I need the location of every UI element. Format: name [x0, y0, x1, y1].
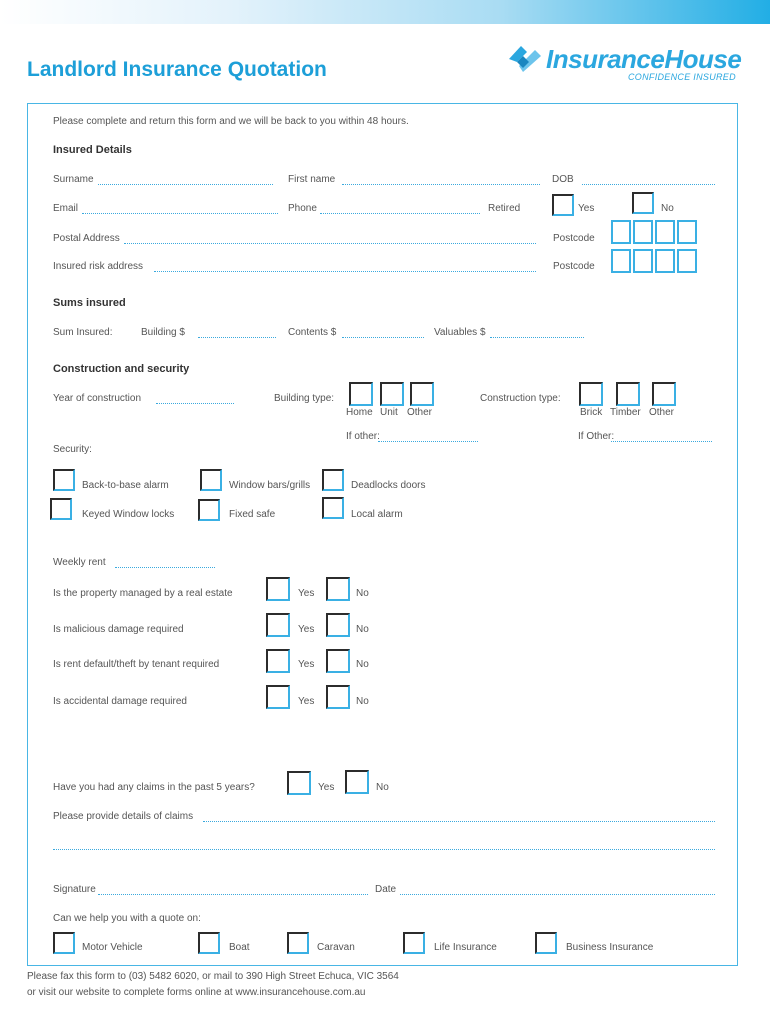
fixed-safe-label: Fixed safe	[229, 509, 276, 520]
malicious-no-label: No	[356, 624, 369, 635]
logo-wordmark: InsuranceHouse	[546, 44, 742, 74]
page-title: Landlord Insurance Quotation	[27, 58, 327, 81]
risk-postcode-digit-2[interactable]	[633, 249, 653, 273]
rent-default-yes-checkbox[interactable]	[266, 649, 290, 673]
sum-insured-label: Sum Insured:	[53, 327, 113, 338]
local-alarm-label: Local alarm	[351, 509, 403, 520]
construction-type-label: Construction type:	[480, 393, 561, 404]
retired-yes-label: Yes	[578, 203, 595, 214]
postcode-digit-4[interactable]	[677, 220, 697, 244]
phone-label: Phone	[288, 203, 317, 214]
risk-postcode-digit-4[interactable]	[677, 249, 697, 273]
claims-details-field-line2[interactable]	[53, 849, 715, 850]
accidental-question: Is accidental damage required	[53, 696, 187, 707]
caravan-label: Caravan	[317, 942, 355, 953]
valuables-field[interactable]	[490, 337, 584, 338]
surname-label: Surname	[53, 174, 94, 185]
malicious-yes-checkbox[interactable]	[266, 613, 290, 637]
postal-address-label: Postal Address	[53, 233, 120, 244]
timber-checkbox[interactable]	[616, 382, 640, 406]
brick-label: Brick	[580, 407, 603, 418]
brick-checkbox[interactable]	[579, 382, 603, 406]
business-insurance-label: Business Insurance	[566, 942, 654, 953]
email-field[interactable]	[82, 213, 278, 214]
managed-no-checkbox[interactable]	[326, 577, 350, 601]
accidental-yes-label: Yes	[298, 696, 315, 707]
accidental-no-label: No	[356, 696, 369, 707]
other-construction-label: Other	[649, 407, 675, 418]
if-other-construction-label: If Other:	[578, 431, 615, 442]
rent-default-question: Is rent default/theft by tenant required	[53, 659, 220, 670]
logo-icon	[505, 42, 545, 76]
postcode-label: Postcode	[553, 233, 595, 244]
life-insurance-checkbox[interactable]	[403, 932, 425, 954]
postcode-digit-1[interactable]	[611, 220, 631, 244]
retired-yes-checkbox[interactable]	[552, 194, 574, 216]
risk-postcode-digit-1[interactable]	[611, 249, 631, 273]
email-label: Email	[53, 203, 79, 214]
footer-line-2: or visit our website to complete forms online at www.insurancehouse.com.au	[27, 987, 366, 998]
retired-no-checkbox[interactable]	[632, 192, 654, 214]
keyed-window-checkbox[interactable]	[50, 498, 72, 520]
phone-field[interactable]	[320, 213, 480, 214]
year-construction-label: Year of construction	[53, 393, 142, 404]
postcode-digit-2[interactable]	[633, 220, 653, 244]
signature-label: Signature	[53, 884, 96, 895]
managed-yes-checkbox[interactable]	[266, 577, 290, 601]
weekly-rent-field[interactable]	[115, 567, 215, 568]
unit-label: Unit	[380, 407, 398, 418]
date-field[interactable]	[400, 894, 715, 895]
sums-insured-heading: Sums insured	[53, 297, 126, 309]
risk-postcode-label: Postcode	[553, 261, 595, 272]
top-gradient-bar	[0, 0, 770, 24]
malicious-yes-label: Yes	[298, 624, 315, 635]
caravan-checkbox[interactable]	[287, 932, 309, 954]
risk-address-field[interactable]	[154, 271, 536, 272]
first-name-label: First name	[288, 174, 336, 185]
year-construction-field[interactable]	[156, 403, 234, 404]
motor-vehicle-label: Motor Vehicle	[82, 942, 143, 953]
claims-details-field[interactable]	[203, 821, 715, 822]
date-label: Date	[375, 884, 397, 895]
form-frame	[27, 103, 738, 966]
managed-no-label: No	[356, 588, 369, 599]
postal-address-field[interactable]	[124, 243, 536, 244]
rent-default-no-label: No	[356, 659, 369, 670]
claims-no-checkbox[interactable]	[345, 770, 369, 794]
building-type-label: Building type:	[274, 393, 335, 404]
logo-tagline: CONFIDENCE INSURED	[628, 72, 736, 82]
window-bars-checkbox[interactable]	[200, 469, 222, 491]
keyed-window-label: Keyed Window locks	[82, 509, 175, 520]
local-alarm-checkbox[interactable]	[322, 497, 344, 519]
claims-yes-checkbox[interactable]	[287, 771, 311, 795]
other-construction-checkbox[interactable]	[652, 382, 676, 406]
home-checkbox[interactable]	[349, 382, 373, 406]
claims-yes-label: Yes	[318, 782, 335, 793]
security-label: Security:	[53, 444, 92, 455]
risk-address-label: Insured risk address	[53, 261, 144, 272]
intro-text: Please complete and return this form and we will be back to you within 48 hours.	[53, 116, 409, 127]
dob-field[interactable]	[582, 184, 715, 185]
fixed-safe-checkbox[interactable]	[198, 499, 220, 521]
home-label: Home	[346, 407, 373, 418]
back-to-base-label: Back-to-base alarm	[82, 480, 169, 491]
motor-vehicle-checkbox[interactable]	[53, 932, 75, 954]
boat-checkbox[interactable]	[198, 932, 220, 954]
signature-field[interactable]	[98, 894, 368, 895]
other-building-label: Other	[407, 407, 433, 418]
construction-heading: Construction and security	[53, 363, 190, 375]
building-label: Building $	[141, 327, 185, 338]
if-other-construction-field[interactable]	[611, 441, 712, 442]
retired-label: Retired	[488, 203, 521, 214]
risk-postcode-digit-3[interactable]	[655, 249, 675, 273]
claims-question: Have you had any claims in the past 5 years?	[53, 782, 255, 793]
deadlocks-checkbox[interactable]	[322, 469, 344, 491]
business-insurance-checkbox[interactable]	[535, 932, 557, 954]
back-to-base-checkbox[interactable]	[53, 469, 75, 491]
accidental-no-checkbox[interactable]	[326, 685, 350, 709]
surname-field[interactable]	[98, 184, 273, 185]
postcode-digit-3[interactable]	[655, 220, 675, 244]
boat-label: Boat	[229, 942, 250, 953]
claims-no-label: No	[376, 782, 389, 793]
building-field[interactable]	[198, 337, 276, 338]
retired-no-label: No	[661, 203, 674, 214]
life-insurance-label: Life Insurance	[434, 942, 497, 953]
if-other-building-label: If other:	[346, 431, 380, 442]
help-quote-label: Can we help you with a quote on:	[53, 913, 201, 924]
rent-default-no-checkbox[interactable]	[326, 649, 350, 673]
claims-details-label: Please provide details of claims	[53, 811, 194, 822]
other-building-checkbox[interactable]	[410, 382, 434, 406]
dob-label: DOB	[552, 174, 574, 185]
managed-question: Is the property managed by a real estate	[53, 588, 233, 599]
managed-yes-label: Yes	[298, 588, 315, 599]
unit-checkbox[interactable]	[380, 382, 404, 406]
insured-details-heading: Insured Details	[53, 144, 132, 156]
deadlocks-label: Deadlocks doors	[351, 480, 426, 491]
malicious-question: Is malicious damage required	[53, 624, 184, 635]
weekly-rent-label: Weekly rent	[53, 557, 106, 568]
accidental-yes-checkbox[interactable]	[266, 685, 290, 709]
valuables-label: Valuables $	[434, 327, 486, 338]
window-bars-label: Window bars/grills	[229, 480, 311, 491]
malicious-no-checkbox[interactable]	[326, 613, 350, 637]
contents-field[interactable]	[342, 337, 424, 338]
footer-line-1: Please fax this form to (03) 5482 6020, or mail to 390 High Street Echuca, VIC 3564	[27, 971, 399, 982]
contents-label: Contents $	[288, 327, 337, 338]
if-other-building-field[interactable]	[378, 441, 478, 442]
rent-default-yes-label: Yes	[298, 659, 315, 670]
timber-label: Timber	[610, 407, 641, 418]
first-name-field[interactable]	[342, 184, 540, 185]
